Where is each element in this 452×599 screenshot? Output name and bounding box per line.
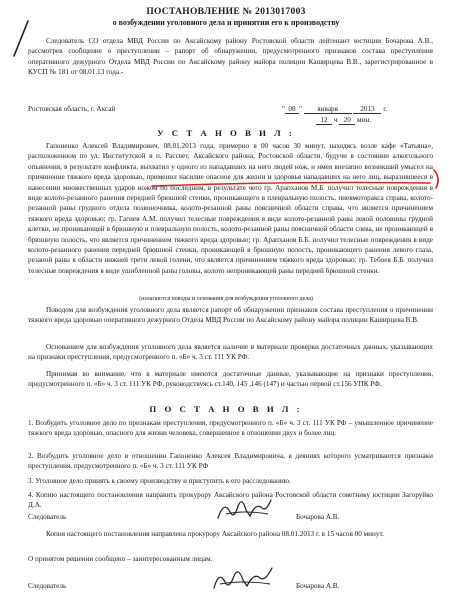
intro-paragraph bbox=[28, 36, 433, 78]
signature-role-1: Следователь bbox=[28, 513, 67, 521]
copy-paragraph bbox=[28, 529, 433, 539]
heading-established: У С Т А Н О В И Л : bbox=[157, 128, 295, 138]
item-1: 1. Возбудить уголовное дело по признакам преступления, предусмотренного п. «Б» ч. 3 ст. 111 УК РФ – умышленное причинение тяжкого вреда здоровью, опасного для жизни человека, совершенное в отношении двух и более лиц. bbox=[28, 419, 433, 438]
item-2: 2. Возбудить уголовное дело в отношении Гапоненко Алексея Владимировича, в деяниях которого усматриваются признаки преступления, предусмотренного п. «Б» ч. 3 ст. 111 УК РФ bbox=[28, 452, 433, 471]
intro-text: Следователь СО отдела МВД России по Аксайскому району Ростовской области лейтенант юстиции Бочарова А.В., рассмотрев сообщение о преступлении – рапорт об обнаружении, предусмотренного признаков состава преступления оперативного дежурного Отдела МВД России по Аксайскому району майора полиции Каширцева В.В., зарегистрированное в КУСП № 181 от 08.01.13 года.- bbox=[28, 37, 433, 77]
basis-text: Основанием для возбуждения уголовного дела является наличие в материале проверки достаточных данных, указывающих на признаки преступления, предусмотренного п. «Б» ч. 3 ст. 111 УК РФ. bbox=[28, 343, 433, 362]
grounds-paragraph bbox=[28, 305, 433, 326]
marker-bracket bbox=[432, 168, 444, 190]
established-text: Гапоненко Алексей Владимирович, 08.01.2013 года, примерно в 00 часов 30 минут, находясь возле кафе «Татьяна», расположенном по ул. Институтской в п. Рассвет, Аксайского района, Ростовской области, будучи в состоянии алкогольного опьянения, в результате конфликта, выхватил у одного из нападавших на него людей нож, и имея внезапно возникший умысел на причинение тяжкого вреда здоровью, применил насилие опасное для жизни и здоровья нападавших на него лиц, выразившееся в нанесении множественных ударов ножом по последним, в результате чего гр. Арапханов М.Б. получил телесные повреждения в виде колото-резанного ранения передней брюшной стенки, проникающего в плевральную полость, пневмоторакса справа, колото-резанной раны грудного отдела позвоночника, колото-резанной раны поясничной области справа, что является причинением тяжкого вреда здоровью; гр. Гагиев А.М. получил телесные повреждения в виде колото-резанной раны левой половины грудной клетки, не проникающей в брюшную и плевральную полость, колото-резанной раны поясничной области слева, не проникающей в брюшную полость, что является причинением тяжкого вреда здоровью; гр. Арапханов Б.Б. получил телесные повреждения в виде колото-резанного ранения передней брюшной стенки, проникающей в брюшную полость, проникающего ранения левого глаза, резаной раны в области нижней трети левой голени, что является причинением тяжкого вреда здоровью; гр. Тебоев Б.Б. получил телесные повреждения в виде ушибленной раны головы, колото непроникающей раны передней брюшной стенки. bbox=[28, 142, 433, 275]
signature-name-1: Бочарова А.В. bbox=[296, 513, 340, 521]
date-month: января bbox=[304, 105, 352, 114]
item-4: 4. Копию настоящего постановления направить прокурору Аксайского района Ростовской области советнику юстиции Загоруйко Д.А. bbox=[28, 491, 433, 510]
grounds-note: (излагаются поводы и основания для возбуждения уголовного дела) bbox=[139, 296, 313, 302]
copy-text: Копия настоящего постановления направлена прокурору Аксайского района 08.01.2013 г. в 15 часов 00 минут. bbox=[46, 530, 384, 538]
basis-paragraph bbox=[28, 342, 433, 363]
signature-role-2: Следователь bbox=[28, 582, 67, 590]
date-year: 2013 bbox=[353, 105, 381, 114]
established-paragraph bbox=[28, 141, 433, 276]
signature-2 bbox=[210, 562, 276, 594]
date-year-suffix: г. bbox=[383, 105, 388, 113]
date-line: " 08 " января 2013 г. bbox=[282, 105, 388, 113]
considering-text: Принимая во внимание, что в материале имеются достаточные данные, указывающие на признаки преступления, предусмотренного п. «Б» ч. 3 ст. 111 УК РФ, руководствуясь ст.140, 145 ,146 (147) и частью первой ст.156 УПК РФ. bbox=[28, 370, 433, 389]
marker-underline bbox=[150, 178, 432, 190]
date-day: 08 bbox=[285, 105, 299, 114]
time-hours: 12 bbox=[316, 116, 332, 125]
heading-resolved: П О С Т А Н О В И Л : bbox=[149, 404, 303, 414]
notified-text: О принятом решении сообщено – заинтересованным лицам. bbox=[28, 555, 213, 563]
signature-1 bbox=[214, 494, 274, 524]
item-3: 3. Уголовное дело принять к своему производству и приступить к его расследованию. bbox=[28, 477, 291, 485]
place-label: Ростовская область, г. Аксай bbox=[28, 105, 116, 113]
grounds-text: Поводом для возбуждения уголовного дела является рапорт об обнаружении признаков состава преступления о причинении тяжкого вреда здоровью оперативного дежурного Отдела МВД России по Аксайскому району майора полиции Каширцева В.В. bbox=[28, 306, 433, 325]
time-minutes: 20 bbox=[339, 116, 355, 125]
considering-paragraph bbox=[28, 369, 433, 390]
document-subtitle: о возбуждении уголовного дела и принятии его к производству bbox=[112, 18, 340, 27]
document-title: ПОСТАНОВЛЕНИЕ № 2013017003 bbox=[146, 7, 306, 17]
signature-name-2: Бочарова А.В. bbox=[296, 582, 340, 590]
time-line: 12 ч 20 мин. bbox=[316, 116, 436, 125]
